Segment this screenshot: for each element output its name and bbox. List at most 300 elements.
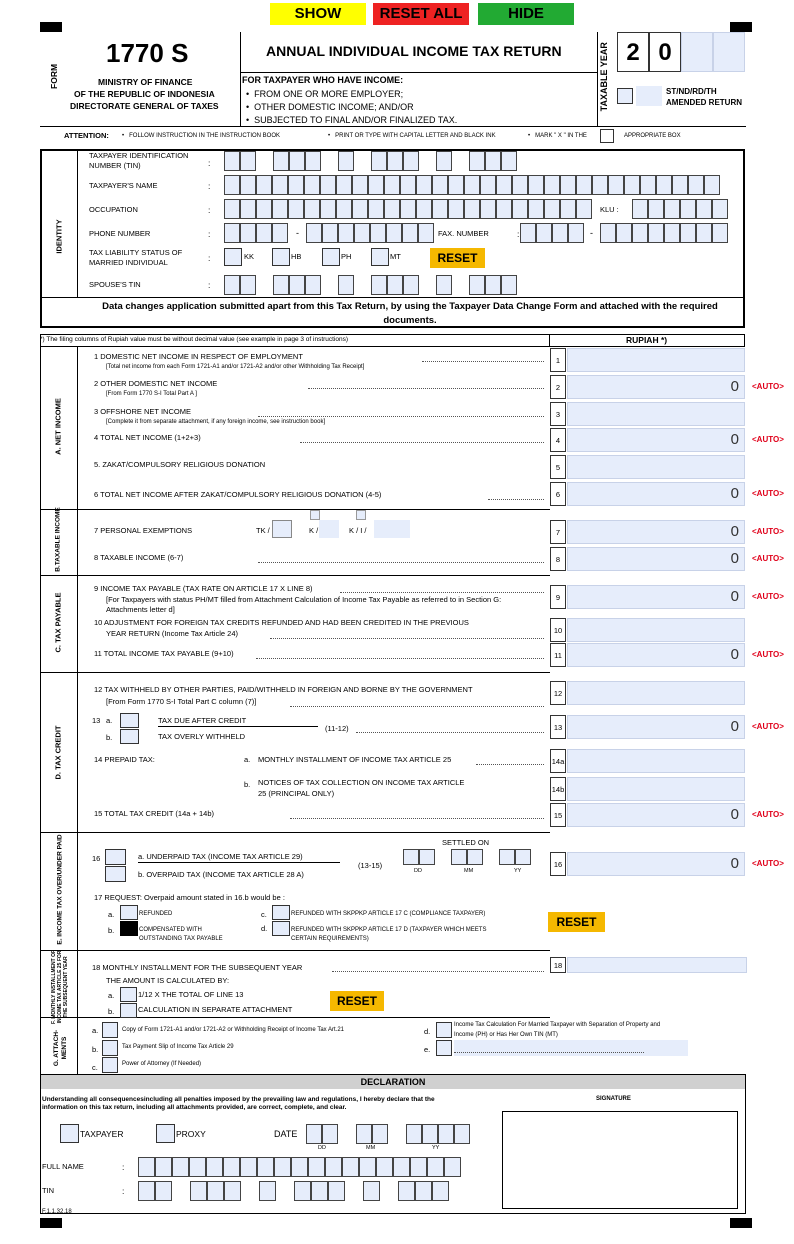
occupation-cell[interactable] (320, 199, 336, 219)
phone-number-cell[interactable] (370, 223, 386, 243)
amount-field[interactable]: 0 (567, 482, 745, 506)
signature-box[interactable] (502, 1111, 738, 1209)
occupation-cell[interactable] (432, 199, 448, 219)
phone-label: PHONE NUMBER (89, 229, 151, 238)
amount-field[interactable]: 0 (567, 585, 745, 609)
rupiah-header: RUPIAH *) (626, 335, 668, 345)
phone-number-cell[interactable] (418, 223, 434, 243)
occupation-cell[interactable] (336, 199, 352, 219)
attachment-a-checkbox[interactable] (102, 1022, 118, 1038)
attachment-a-marker: a. (92, 1026, 99, 1035)
phone-number-cell[interactable] (354, 223, 370, 243)
name-cell[interactable] (336, 175, 352, 195)
full-name-cell[interactable] (376, 1157, 393, 1177)
amended-label-2: AMENDED RETURN (666, 98, 742, 107)
attachment-d-label-1: Income Tax Calculation For Married Taxpayer with Separation of Property and (454, 1022, 661, 1028)
compensated-checkbox[interactable] (120, 921, 138, 936)
full-name-cell[interactable] (308, 1157, 325, 1177)
name-cell[interactable] (672, 175, 688, 195)
attachment-e-marker: e. (424, 1045, 431, 1054)
hide-button[interactable]: HIDE (478, 3, 574, 25)
attachment-c-label: Power of Attorney (If Needed) (122, 1061, 202, 1067)
occupation-cell[interactable] (304, 199, 320, 219)
line-number: 12 (550, 681, 566, 705)
attachment-b-marker: b. (92, 1045, 99, 1054)
fax-number-cell[interactable] (664, 223, 680, 243)
full-name-cell[interactable] (189, 1157, 206, 1177)
name-cell[interactable] (688, 175, 704, 195)
line-14a-marker: a. (244, 755, 251, 764)
amended-checkbox[interactable] (617, 88, 633, 104)
line-13-a-marker: a. (106, 716, 113, 725)
status-kk-checkbox[interactable] (224, 248, 242, 266)
income-bullet-3: • SUBJECTED TO FINAL AND/OR FINALIZED TAX. (246, 115, 458, 125)
tax-overly-checkbox[interactable] (120, 729, 139, 744)
line-14b-label-1: NOTICES OF TAX COLLECTION ON INCOME TAX ARTICLE (258, 778, 465, 787)
spouse-tin-cell[interactable] (371, 275, 387, 295)
amount-field[interactable] (567, 348, 745, 372)
skppkp-17d-label-2: CERTAIN REQUIREMENTS) (291, 936, 369, 942)
tin-cell[interactable] (371, 151, 387, 171)
fax-number-cell[interactable] (648, 223, 664, 243)
fax-area-cell[interactable] (520, 223, 536, 243)
full-name-cell[interactable] (291, 1157, 308, 1177)
installment-reset-button[interactable]: RESET (330, 991, 384, 1011)
occupation-cell[interactable] (416, 199, 432, 219)
fax-area-cell[interactable] (552, 223, 568, 243)
name-cell[interactable] (704, 175, 720, 195)
spouse-tin-cell[interactable] (436, 275, 452, 295)
income-bullet-2: • OTHER DOMESTIC INCOME; AND/OR (246, 102, 414, 112)
amount-field[interactable] (567, 777, 745, 801)
decl-tin-cell[interactable] (224, 1181, 241, 1201)
fax-number-cell[interactable] (600, 223, 616, 243)
tin-cell[interactable] (387, 151, 403, 171)
amount-field[interactable]: 0 (567, 643, 745, 667)
occupation-cell[interactable] (256, 199, 272, 219)
fax-area-cell[interactable] (536, 223, 552, 243)
amount-field[interactable] (567, 618, 745, 642)
amount-field[interactable]: 0 (567, 520, 745, 544)
tin-cell[interactable] (273, 151, 289, 171)
auto-flag: <AUTO> (752, 382, 784, 391)
amount-field[interactable]: 0 (567, 428, 745, 452)
line-number: 18 (550, 957, 566, 973)
name-cell[interactable] (640, 175, 656, 195)
fax-number-cell[interactable] (696, 223, 712, 243)
decl-date-cell[interactable] (406, 1124, 422, 1144)
spouse-tin-cell[interactable] (501, 275, 517, 295)
line-6-label: 6 TOTAL NET INCOME AFTER ZAKAT/COMPULSORY RELIGIOUS DONATION (4-5) (94, 490, 382, 499)
name-cell[interactable] (576, 175, 592, 195)
settled-cell[interactable] (451, 849, 467, 865)
request-reset-button[interactable]: RESET (548, 912, 605, 932)
line-1-label: 1 DOMESTIC NET INCOME IN RESPECT OF EMPLOYMENT (94, 352, 303, 361)
tin-cell[interactable] (305, 151, 321, 171)
occupation-cell[interactable] (544, 199, 560, 219)
occupation-colon: : (208, 205, 211, 215)
compensated-label-2: OUTSTANDING TAX PAYABLE (139, 936, 223, 942)
tin-label-2: NUMBER (TIN) (89, 161, 141, 170)
klu-label: KLU : (600, 205, 619, 214)
name-cell[interactable] (384, 175, 400, 195)
tin-cell[interactable] (436, 151, 452, 171)
line-10-label-2: YEAR RETURN (Income Tax Article 24) (106, 629, 238, 638)
tin-cell[interactable] (485, 151, 501, 171)
name-cell[interactable] (256, 175, 272, 195)
fax-area-cell[interactable] (568, 223, 584, 243)
decl-date-cell[interactable] (322, 1124, 338, 1144)
underpaid-label: a. UNDERPAID TAX (INCOME TAX ARTICLE 29) (138, 852, 303, 861)
name-cell[interactable] (624, 175, 640, 195)
decl-date-cell[interactable] (306, 1124, 322, 1144)
phone-area-cell[interactable] (256, 223, 272, 243)
line-4-label: 4 TOTAL NET INCOME (1+2+3) (94, 433, 201, 442)
line-11-label: 11 TOTAL INCOME TAX PAYABLE (9+10) (94, 649, 234, 658)
tin-cell[interactable] (289, 151, 305, 171)
line-12-label-2: [From Form 1770 S-I Total Part C column (7)] (106, 697, 257, 706)
full-name-cell[interactable] (223, 1157, 240, 1177)
auto-flag: <AUTO> (752, 554, 784, 563)
occupation-cell[interactable] (576, 199, 592, 219)
tin-label-1: TAXPAYER IDENTIFICATION (89, 151, 189, 160)
decl-date-cell[interactable] (372, 1124, 388, 1144)
name-cell[interactable] (512, 175, 528, 195)
occupation-cell[interactable] (528, 199, 544, 219)
status-mt-label: MT (390, 252, 401, 261)
line-5-label: 5. ZAKAT/COMPULSORY RELIGIOUS DONATION (94, 460, 266, 469)
settled-cell[interactable] (515, 849, 531, 865)
decl-date-cell[interactable] (454, 1124, 470, 1144)
name-cell[interactable] (240, 175, 256, 195)
line-10-label-1: 10 ADJUSTMENT FOR FOREIGN TAX CREDITS REFUNDED AND HAD BEEN CREDITED IN THE PREVIOUS (94, 618, 469, 627)
phone-number-cell[interactable] (322, 223, 338, 243)
line-17-d-marker: d. (261, 924, 268, 933)
auto-flag: <AUTO> (752, 435, 784, 444)
line-16-number: 16 (92, 854, 101, 863)
attention-item-1: • FOLLOW INSTRUCTION IN THE INSTRUCTION BOOK (122, 133, 281, 139)
status-hb-checkbox[interactable] (272, 248, 290, 266)
name-cell[interactable] (368, 175, 384, 195)
klu-cell[interactable] (712, 199, 728, 219)
exemption-tk-field[interactable] (272, 520, 292, 538)
auto-flag: <AUTO> (752, 592, 784, 601)
attention-item-2: • PRINT OR TYPE WITH CAPITAL LETTER AND BLACK INK (328, 133, 496, 139)
amount-field[interactable] (567, 455, 745, 479)
line-17-label: 17 REQUEST: Overpaid amount stated in 16.b would be : (94, 893, 285, 902)
decl-tin-cell[interactable] (190, 1181, 207, 1201)
amount-field[interactable] (567, 402, 745, 426)
skppkp-17c-checkbox[interactable] (272, 905, 290, 920)
section-a-label: A. NET INCOME (53, 398, 63, 455)
klu-cell[interactable] (632, 199, 648, 219)
line-17-b-marker: b. (108, 926, 115, 935)
tin-cell[interactable] (501, 151, 517, 171)
attachment-c-checkbox[interactable] (102, 1057, 118, 1073)
installment-separate-checkbox[interactable] (120, 1003, 137, 1018)
full-name-cell[interactable] (393, 1157, 410, 1177)
name-cell[interactable] (432, 175, 448, 195)
decl-tin-cell[interactable] (432, 1181, 449, 1201)
tax-due-checkbox[interactable] (120, 713, 139, 728)
fax-dash: - (590, 228, 593, 238)
line-14a-label: MONTHLY INSTALLMENT OF INCOME TAX ARTICLE 25 (258, 755, 452, 764)
name-cell[interactable] (400, 175, 416, 195)
settled-on-label: SETTLED ON (442, 838, 490, 847)
phone-area-cell[interactable] (224, 223, 240, 243)
occupation-cell[interactable] (496, 199, 512, 219)
decl-tin-cell[interactable] (415, 1181, 432, 1201)
spouse-tin-cell[interactable] (273, 275, 289, 295)
line-number: 15 (550, 803, 566, 827)
signature-label: SIGNATURE (596, 1096, 631, 1102)
identity-reset-button[interactable]: RESET (430, 248, 485, 268)
attention-label: ATTENTION: (64, 131, 109, 140)
attachment-e-checkbox[interactable] (436, 1040, 452, 1056)
full-name-cell[interactable] (410, 1157, 427, 1177)
settled-cell[interactable] (419, 849, 435, 865)
show-button[interactable]: SHOW (270, 3, 366, 25)
phone-number-cell[interactable] (386, 223, 402, 243)
attachment-d-checkbox[interactable] (436, 1022, 452, 1038)
full-name-cell[interactable] (359, 1157, 376, 1177)
decl-date-cell[interactable] (422, 1124, 438, 1144)
name-label: TAXPAYER'S NAME (89, 181, 158, 190)
rupiah-note: *) The filing columns of Rupiah value must be without decimal value (see example in page 3 of instructions) (40, 336, 349, 343)
line-9-sublabel-2: Attachments letter d] (106, 605, 175, 614)
line-9-label: 9 INCOME TAX PAYABLE (TAX RATE ON ARTICLE 17 X LINE 8) (94, 584, 313, 593)
ministry-line-1: MINISTRY OF FINANCE (98, 77, 193, 87)
amended-number-field[interactable] (636, 86, 662, 106)
klu-cell[interactable] (696, 199, 712, 219)
spouse-tin-cell[interactable] (289, 275, 305, 295)
name-cell[interactable] (224, 175, 240, 195)
decl-tin-cell[interactable] (138, 1181, 155, 1201)
line-17-c-marker: c. (261, 910, 267, 919)
name-cell[interactable] (464, 175, 480, 195)
phone-number-cell[interactable] (402, 223, 418, 243)
amount-field[interactable] (567, 749, 745, 773)
section-c-label: C. TAX PAYABLE (53, 592, 63, 653)
amount-field[interactable] (567, 957, 747, 973)
decl-date-cell[interactable] (438, 1124, 454, 1144)
form-number: 1770 S (106, 38, 189, 68)
name-cell[interactable] (656, 175, 672, 195)
occupation-cell[interactable] (480, 199, 496, 219)
overpaid-checkbox[interactable] (105, 866, 126, 882)
full-name-cell[interactable] (172, 1157, 189, 1177)
line-number: 16 (550, 852, 566, 876)
year-digit-3[interactable] (681, 32, 713, 72)
fax-number-cell[interactable] (712, 223, 728, 243)
decl-tin-cell[interactable] (328, 1181, 345, 1201)
tax-due-label: TAX DUE AFTER CREDIT (158, 716, 247, 725)
line-9-sublabel-1: [For Taxpayers with status PH/MT filled from Attachment Calculation of Income Tax Payable as referred to in Section G: (106, 595, 502, 604)
identity-change-notice: Data changes application submitted apart from this Tax Return, by using the Taxpayer Data Change Form and attached with the required documents. (102, 301, 718, 326)
name-cell[interactable] (592, 175, 608, 195)
spouse-tin-cell[interactable] (485, 275, 501, 295)
full-name-cell[interactable] (257, 1157, 274, 1177)
fax-number-cell[interactable] (632, 223, 648, 243)
spouse-tin-cell[interactable] (387, 275, 403, 295)
tin-cell[interactable] (338, 151, 354, 171)
phone-area-cell[interactable] (272, 223, 288, 243)
status-label-1: TAX LIABILITY STATUS OF (89, 248, 183, 257)
name-cell[interactable] (560, 175, 576, 195)
fax-number-cell[interactable] (680, 223, 696, 243)
name-cell[interactable] (608, 175, 624, 195)
tin-cell[interactable] (240, 151, 256, 171)
decl-dd: DD (318, 1145, 326, 1151)
spouse-tin-label: SPOUSE'S TIN (89, 280, 141, 289)
decl-tin-cell[interactable] (398, 1181, 415, 1201)
spouse-tin-cell[interactable] (338, 275, 354, 295)
full-name-cell[interactable] (427, 1157, 444, 1177)
occupation-cell[interactable] (288, 199, 304, 219)
corner-mark-bottom-left (40, 1218, 62, 1228)
status-ph-checkbox[interactable] (322, 248, 340, 266)
amount-field[interactable]: 0 (567, 803, 745, 827)
amount-field[interactable]: 0 (567, 547, 745, 571)
name-cell[interactable] (480, 175, 496, 195)
decl-date-cell[interactable] (356, 1124, 372, 1144)
line-number: 6 (550, 482, 566, 506)
tin-cell[interactable] (224, 151, 240, 171)
proxy-checkbox[interactable] (156, 1124, 175, 1143)
full-name-cell[interactable] (240, 1157, 257, 1177)
decl-tin-cell[interactable] (294, 1181, 311, 1201)
phone-colon: : (208, 229, 211, 239)
full-name-colon: : (122, 1162, 125, 1172)
spouse-tin-colon: : (208, 280, 211, 290)
line-number: 11 (550, 643, 566, 667)
installment-12th-checkbox[interactable] (120, 987, 137, 1002)
sample-checkbox (600, 129, 614, 143)
exemption-k-toggle[interactable] (310, 510, 320, 520)
full-name-cell[interactable] (274, 1157, 291, 1177)
line-3-label: 3 OFFSHORE NET INCOME (94, 407, 191, 416)
settled-cell[interactable] (467, 849, 483, 865)
year-digit-4[interactable] (713, 32, 745, 72)
name-cell[interactable] (320, 175, 336, 195)
exemption-k-field[interactable] (319, 520, 339, 538)
attachment-d-marker: d. (424, 1027, 431, 1036)
exemption-ki-field[interactable] (374, 520, 410, 538)
settled-cell[interactable] (403, 849, 419, 865)
phone-area-cell[interactable] (240, 223, 256, 243)
amount-field[interactable] (567, 681, 745, 705)
occupation-cell[interactable] (448, 199, 464, 219)
name-colon: : (208, 181, 211, 191)
status-mt-checkbox[interactable] (371, 248, 389, 266)
klu-cell[interactable] (680, 199, 696, 219)
spouse-tin-cell[interactable] (305, 275, 321, 295)
name-cell[interactable] (544, 175, 560, 195)
occupation-cell[interactable] (384, 199, 400, 219)
tin-colon: : (208, 158, 211, 168)
phone-number-cell[interactable] (338, 223, 354, 243)
spouse-tin-cell[interactable] (403, 275, 419, 295)
settled-cell[interactable] (499, 849, 515, 865)
exemption-ki-toggle[interactable] (356, 510, 366, 520)
klu-cell[interactable] (648, 199, 664, 219)
name-cell[interactable] (304, 175, 320, 195)
section-e-label: E. INCOME TAX OVER/UNDER PAID (56, 834, 64, 945)
proxy-label: PROXY (176, 1129, 206, 1139)
name-cell[interactable] (496, 175, 512, 195)
overpaid-label: b. OVERPAID TAX (INCOME TAX ARTICLE 28 A) (138, 870, 304, 879)
skppkp-17d-checkbox[interactable] (272, 921, 290, 936)
taxpayer-checkbox[interactable] (60, 1124, 79, 1143)
occupation-cell[interactable] (512, 199, 528, 219)
full-name-cell[interactable] (155, 1157, 172, 1177)
line-number: 8 (550, 547, 566, 571)
attachment-e-field[interactable] (454, 1040, 688, 1056)
full-name-cell[interactable] (342, 1157, 359, 1177)
tin-cell[interactable] (469, 151, 485, 171)
line-17-a-marker: a. (108, 910, 115, 919)
attention-item-3: • MARK " X " IN THE (528, 133, 587, 139)
full-name-cell[interactable] (325, 1157, 342, 1177)
occupation-cell[interactable] (400, 199, 416, 219)
spouse-tin-cell[interactable] (224, 275, 240, 295)
full-name-cell[interactable] (206, 1157, 223, 1177)
tax-overly-label: TAX OVERLY WITHHELD (158, 732, 246, 741)
line-number: 4 (550, 428, 566, 452)
klu-cell[interactable] (664, 199, 680, 219)
spouse-tin-cell[interactable] (240, 275, 256, 295)
occupation-cell[interactable] (560, 199, 576, 219)
section-b-label: B.TAXABLE INCOME (54, 507, 62, 572)
line-14-label: 14 PREPAID TAX: (94, 755, 155, 764)
reset-all-button[interactable]: RESET ALL (373, 3, 469, 25)
amount-field[interactable]: 0 (567, 715, 745, 739)
occupation-cell[interactable] (224, 199, 240, 219)
decl-tin-cell[interactable] (363, 1181, 380, 1201)
name-cell[interactable] (288, 175, 304, 195)
name-cell[interactable] (272, 175, 288, 195)
occupation-cell[interactable] (272, 199, 288, 219)
name-cell[interactable] (448, 175, 464, 195)
occupation-cell[interactable] (368, 199, 384, 219)
declaration-title: DECLARATION (40, 1075, 746, 1089)
spouse-tin-cell[interactable] (469, 275, 485, 295)
occupation-cell[interactable] (240, 199, 256, 219)
full-name-cell[interactable] (138, 1157, 155, 1177)
occupation-cell[interactable] (464, 199, 480, 219)
decl-tin-cell[interactable] (259, 1181, 276, 1201)
tin-cell[interactable] (403, 151, 419, 171)
decl-tin-cell[interactable] (207, 1181, 224, 1201)
refunded-checkbox[interactable] (120, 905, 138, 920)
decl-tin-cell[interactable] (155, 1181, 172, 1201)
name-cell[interactable] (416, 175, 432, 195)
identity-section-label: IDENTITY (54, 219, 64, 254)
phone-number-cell[interactable] (306, 223, 322, 243)
name-cell[interactable] (352, 175, 368, 195)
fax-number-cell[interactable] (616, 223, 632, 243)
year-digit-1: 2 (617, 32, 649, 72)
occupation-cell[interactable] (352, 199, 368, 219)
amount-field[interactable]: 0 (567, 852, 745, 876)
status-kk-label: KK (244, 252, 255, 261)
decl-tin-cell[interactable] (311, 1181, 328, 1201)
attachment-b-checkbox[interactable] (102, 1040, 118, 1056)
amount-field[interactable]: 0 (567, 375, 745, 399)
full-name-cell[interactable] (444, 1157, 461, 1177)
underpaid-checkbox[interactable] (105, 849, 126, 865)
name-cell[interactable] (528, 175, 544, 195)
